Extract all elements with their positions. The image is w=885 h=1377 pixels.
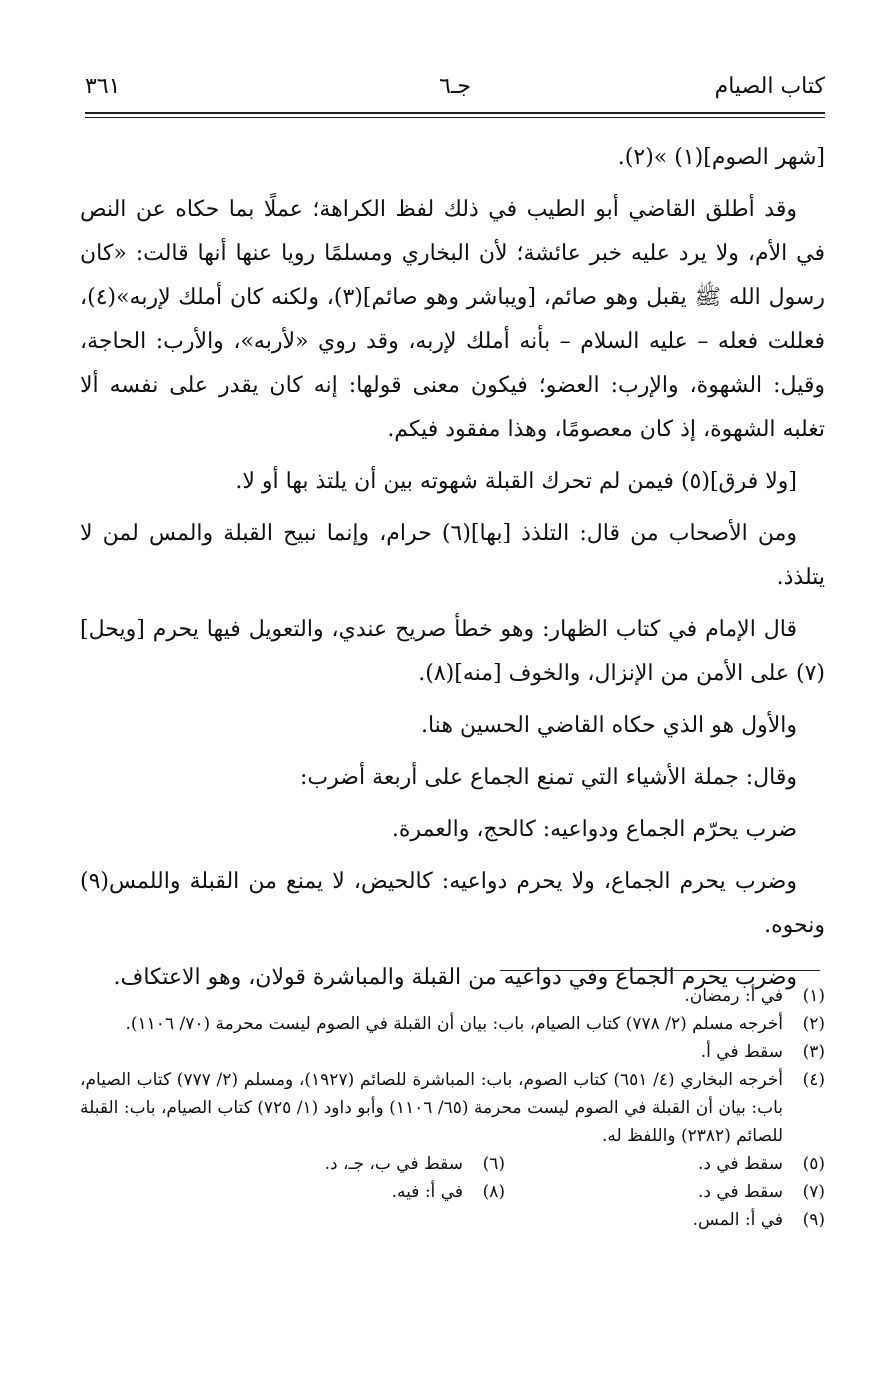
footnote-text: أخرجه مسلم (٢/ ٧٧٨) كتاب الصيام، باب: بيان أن القبلة في الصوم ليست محرمة (٧٠/ ١١٠٦). bbox=[125, 1014, 783, 1034]
page-header bbox=[85, 70, 825, 110]
paragraph: قال الإمام في كتاب الظهار: وهو خطأ صريح عندي، والتعويل فيها يحرم [ويحل](٧) على الأمن من الإنزال، والخوف [منه](٨). bbox=[80, 617, 825, 686]
footnote-number: (٣) bbox=[802, 1042, 825, 1062]
footnote bbox=[80, 1206, 825, 1234]
paragraph: وضرب يحرم الجماع وفي دواعيه من القبلة والمباشرة قولان، وهو الاعتكاف. bbox=[113, 965, 797, 990]
footnote-number: (٧) bbox=[802, 1182, 825, 1202]
volume-label: جـ٦ bbox=[439, 74, 471, 99]
footnote-number: (٤) bbox=[802, 1070, 825, 1090]
footnote-number: (٨) bbox=[482, 1182, 505, 1202]
page-number: ٣٦١ bbox=[85, 74, 121, 99]
footnote-number: (١) bbox=[802, 986, 825, 1006]
footnote-text: سقط في أ. bbox=[700, 1042, 783, 1062]
footnote-text: أخرجه البخاري (٤/ ٦٥١) كتاب الصوم، باب: المباشرة للصائم (١٩٢٧)، ومسلم (٢/ ٧٧٧) كتاب الصيام، باب: بيان أن القبلة في الصوم ليست محرمة (٦٥/ ١١٠٦) وأبو داود (١/ ٧٢٥) كتاب الصيام، باب: القبلة للصائم (٢٣٨٢) واللفظ له. bbox=[80, 1070, 784, 1146]
footnote bbox=[185, 1178, 505, 1206]
footnote bbox=[505, 1178, 825, 1206]
header-rule-thick bbox=[85, 112, 825, 114]
footnote bbox=[505, 1150, 825, 1178]
paragraph: وقد أطلق القاضي أبو الطيب في ذلك لفظ الكراهة؛ عملًا بما حكاه عن النص في الأم، ولا يرد عليه خبر عائشة؛ لأن البخاري ومسلمًا رويا عنها أنها قالت: «كان رسول الله ﷺ يقبل وهو صائم، [ويباشر وهو صائم](٣)، ولكنه كان أملك لإربه»(٤)، فعللت فعله – عليه السلام – بأنه أملك لإربه، وقد روي «لأربه»، والأرب: الحاجة، وقيل: الشهوة، والإرب: العضو؛ فيكون معنى قولها: إنه كان يقدر على نفسه ألا تغلبه الشهوة، إذ كان معصومًا، وهذا مفقود فيكم. bbox=[80, 197, 825, 442]
footnote-number: (٢) bbox=[802, 1014, 825, 1034]
footnote-text: في أ: رمضان. bbox=[684, 986, 783, 1006]
footnote bbox=[185, 1150, 505, 1178]
footnote bbox=[80, 1066, 825, 1150]
paragraph: وضرب يحرم الجماع، ولا يحرم دواعيه: كالحيض، لا يمنع من القبلة واللمس(٩) ونحوه. bbox=[80, 869, 825, 938]
paragraph: ضرب يحرّم الجماع ودواعيه: كالحج، والعمرة. bbox=[391, 817, 797, 842]
footnote-number: (٥) bbox=[802, 1154, 825, 1174]
book-title: كتاب الصيام bbox=[714, 74, 825, 99]
footnotes bbox=[80, 982, 825, 1234]
footnote-text: في أ: فيه. bbox=[391, 1182, 463, 1202]
paragraph: [ولا فرق](٥) فيمن لم تحرك القبلة شهوته بين أن يلتذ بها أو لا. bbox=[235, 469, 797, 494]
footnote bbox=[80, 1010, 825, 1038]
footnote bbox=[80, 1038, 825, 1066]
footnote-text: سقط في د. bbox=[697, 1182, 783, 1202]
main-text bbox=[80, 136, 825, 1008]
paragraph: [شهر الصوم](١) »(٢). bbox=[617, 145, 825, 170]
footnote-separator bbox=[500, 970, 820, 971]
footnote-number: (٦) bbox=[482, 1154, 505, 1174]
footnote-row bbox=[80, 1150, 825, 1178]
paragraph: والأول هو الذي حكاه القاضي الحسين هنا. bbox=[420, 713, 797, 738]
header-rule-thin bbox=[85, 117, 825, 118]
footnote-text: سقط في د. bbox=[697, 1154, 783, 1174]
footnote-row bbox=[80, 1178, 825, 1206]
footnote-text: في أ: المس. bbox=[692, 1210, 783, 1230]
paragraph: ومن الأصحاب من قال: التلذذ [بها](٦) حرام، وإنما نبيح القبلة والمس لمن لا يتلذذ. bbox=[80, 521, 825, 590]
footnote bbox=[80, 982, 825, 1010]
footnote-number: (٩) bbox=[802, 1210, 825, 1230]
footnote-text: سقط في ب، جـ، د. bbox=[324, 1154, 463, 1174]
paragraph: وقال: جملة الأشياء التي تمنع الجماع على أربعة أضرب: bbox=[300, 765, 797, 790]
